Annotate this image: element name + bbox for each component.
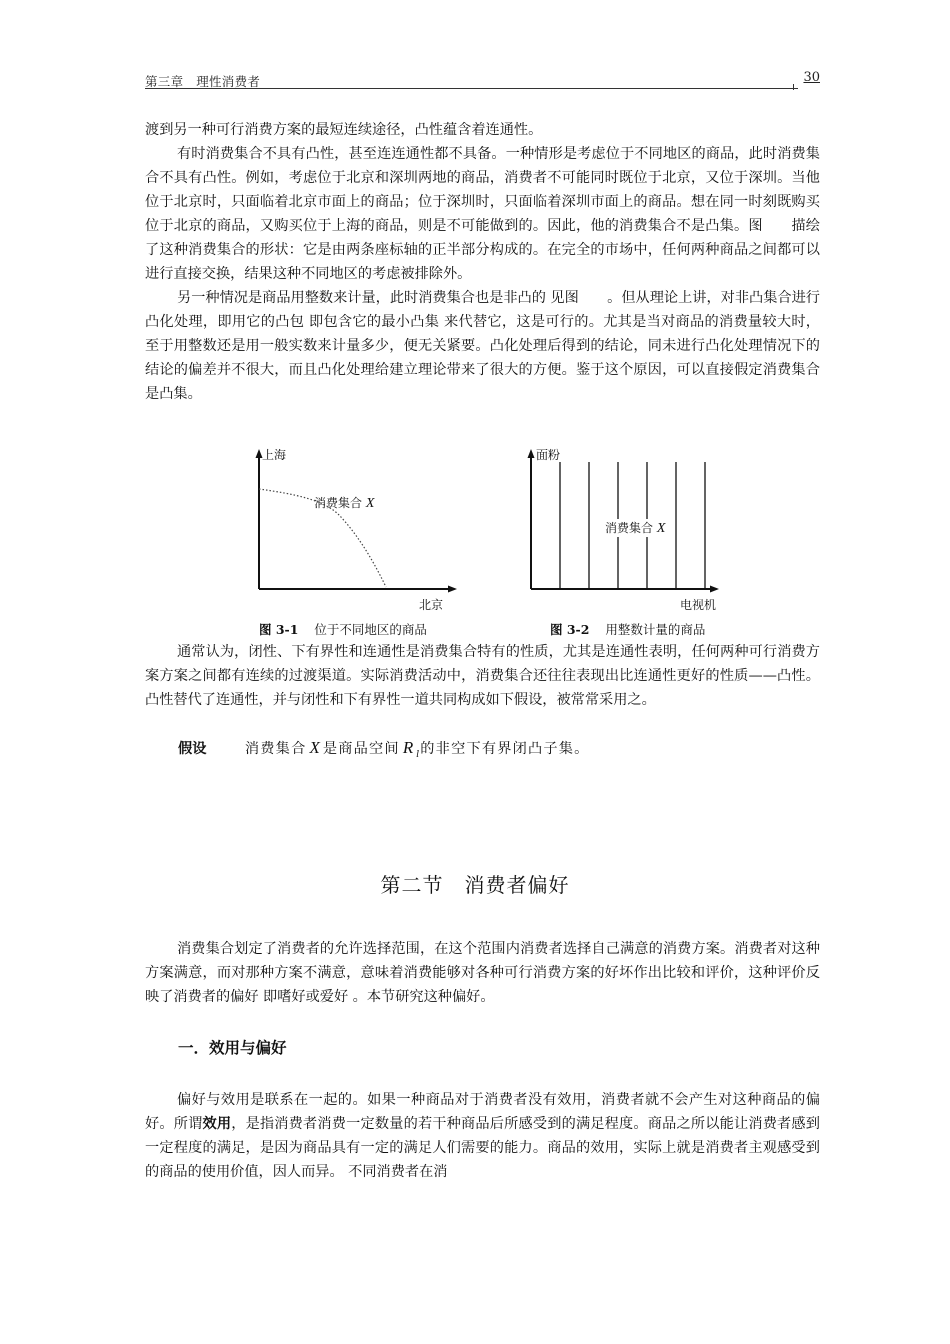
body-section xyxy=(145,937,820,1009)
figure-3-2-caption: 图 3-2 用整数计量的商品 xyxy=(550,622,706,637)
paragraph-utility: 偏好与效用是联系在一起的。如果一种商品对于消费者没有效用，消费者就不会产生对这种商品的偏好。所谓效用，是指消费者消费一定数量的若干种商品后所感受到的满足程度。商品之所以能让消费者感到一定程度的满足，是因为商品具有一定的满足人们需要的能力。商品的效用，实际上就是消费者主观感受到的商品的使用价值，因人而异。 不同消费者在消 xyxy=(145,1092,820,1180)
chapter-title: 第三章 理性消费者 xyxy=(145,74,261,89)
paragraph-integer-goods: 另一种情况是商品用整数来计量，此时消费集合也是非凸的 见图 。但从理论上讲，对非凸集合进行凸化处理，即用它的凸包 即包含它的最小凸集 来代替它，这是可行的。尤其是当对商品的消费量较大时，至于用整数还是用一般实数来计量多少，便无关紧要。凸化处理后得到的结论，同未进行凸化处理情况下的结论的偏差并不很大，而且凸化处理给建立理论带来了很大的方便。鉴于这个原因，可以直接假定消费集合是凸集。 xyxy=(145,290,820,402)
figure-3-2-x-label: 电视机 xyxy=(680,598,717,612)
assumption-text: 消费集合 X 是商品空间 R $_l$的非空下有界闭凸子集。 xyxy=(244,738,590,760)
subsection-heading: 一．效用与偏好 xyxy=(178,1039,287,1057)
figure-3-1-caption: 图 3-1 位于不同地区的商品 xyxy=(259,622,427,637)
paragraph-preference-intro: 消费集合划定了消费者的允许选择范围，在这个范围内消费者选择自己满意的消费方案。消费者对这种方案满意，而对那种方案不满意，意味着消费能够对各种可行消费方案的好坏作出比较和评价，这种评价反映了消费者的偏好 即嗜好或爱好 。本节研究这种偏好。 xyxy=(145,941,820,1005)
body-top xyxy=(145,118,820,406)
figure-3-2-y-arrow xyxy=(528,449,535,458)
header-rule xyxy=(145,88,798,89)
paragraph-nonconvex-regions: 有时消费集合不具有凸性，甚至连连通性都不具备。一种情形是考虑位于不同地区的商品，此时消费集合不具有凸性。例如，考虑位于北京和深圳两地的商品，消费者不可能同时既位于北京，又位于深圳。当他位于北京时，只面临着北京市面上的商品；位于深圳时，只面临着深圳市面上的商品。想在同一时刻既购买位于北京的商品，又购买位于上海的商品，则是不可能做到的。因此，他的消费集合不是凸集。图 描绘了这种消费集合的形状：它是由两条座标轴的正半部分构成的。在完全的市场中，任何两种商品之间都可以进行直接交换，结果这种不同地区的考虑被排除外。 xyxy=(145,146,820,282)
term-utility: 效用 xyxy=(202,1116,232,1132)
paragraph-convexity: 通常认为，闭性、下有界性和连通性是消费集合特有的性质，尤其是连通性表明，任何两种可行消费方案方案之间都有连续的过渡渠道。实际消费活动中，消费集合还往往表现出比连通性更好的性质——凸性。凸性替代了连通性，并与闭性和下有界性一道共同构成如下假设，被常常采用之。 xyxy=(145,644,820,708)
figure-3-1-x-arrow xyxy=(448,586,457,593)
figure-3-2-y-label: 面粉 xyxy=(536,448,561,462)
figure-3-2-plot xyxy=(512,446,752,646)
assumption-label: 假设 xyxy=(178,741,207,757)
page-number: 30 xyxy=(803,70,820,85)
figure-3-1-plot xyxy=(240,446,470,646)
page-header xyxy=(145,70,820,90)
figure-3-2-set-label: 消费集合 X xyxy=(605,521,666,536)
figure-3-1 xyxy=(240,446,470,646)
section-title: 第二节 消费者偏好 xyxy=(380,873,570,897)
paragraph-continuation: 渡到另一种可行消费方案的最短连续途径，凸性蕴含着连通性。 xyxy=(145,122,543,138)
figure-3-2-x-arrow xyxy=(710,586,719,593)
figure-3-1-set-label: 消费集合 X xyxy=(314,496,375,511)
assumption-statement xyxy=(178,738,590,760)
figure-3-1-y-label: 上海 xyxy=(262,448,287,462)
header-rule-tick xyxy=(793,84,794,90)
figure-3-1-x-label: 北京 xyxy=(419,598,444,612)
body-last xyxy=(145,1088,820,1184)
figure-3-2 xyxy=(512,446,752,646)
body-middle xyxy=(145,640,820,712)
